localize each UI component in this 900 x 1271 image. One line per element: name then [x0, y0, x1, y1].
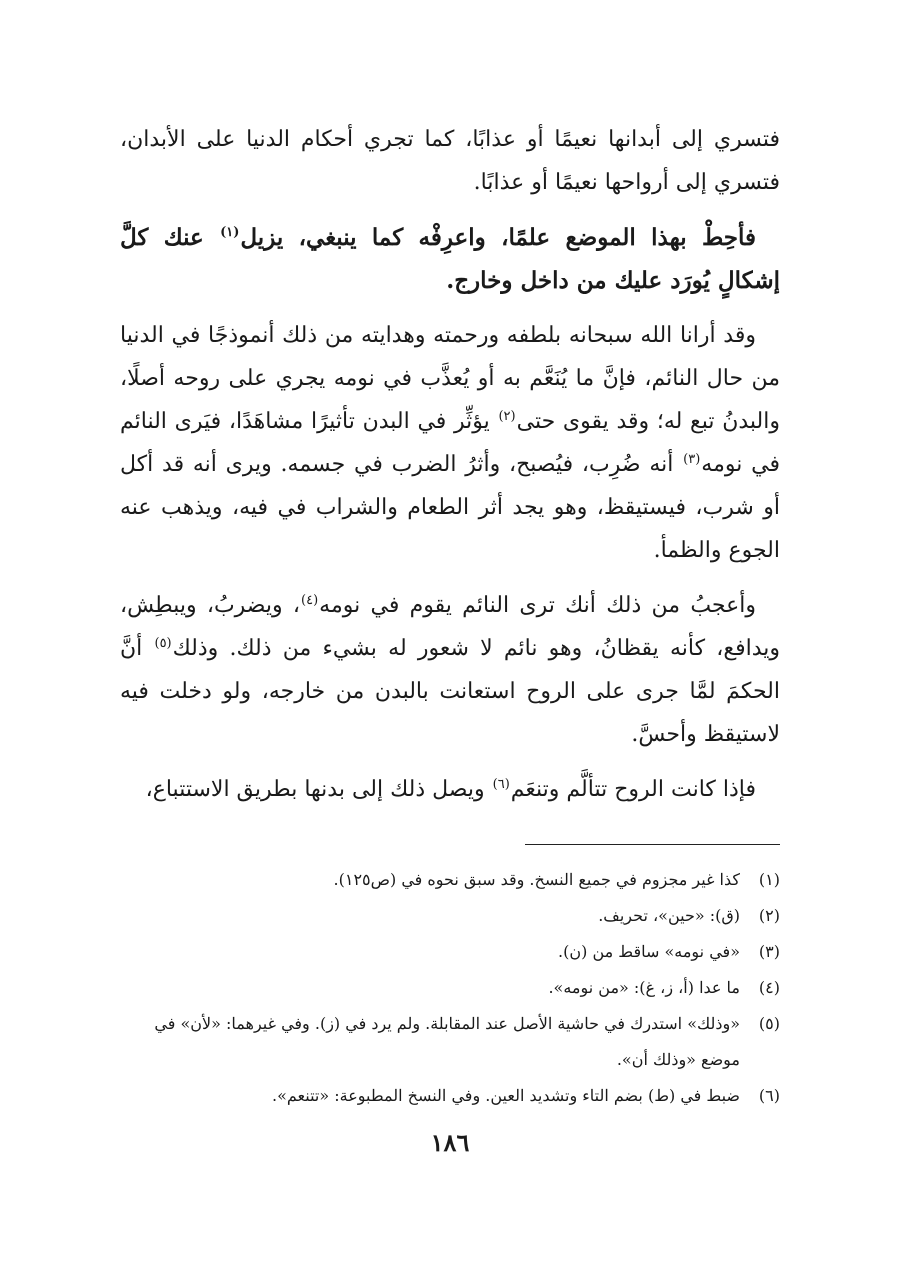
footnote-ref-4[interactable]: (٤)	[301, 592, 319, 608]
footnote-ref-3[interactable]: (٣)	[683, 451, 701, 467]
footnote-ref-5[interactable]: (٥)	[154, 635, 172, 651]
footnote-item	[120, 970, 780, 1006]
paragraph-2-text-end: عنك كلَّ إشكالٍ يُورَد عليك من داخل وخارج.	[120, 224, 780, 294]
footnote-number: (٣)	[758, 942, 780, 961]
paragraph-4-text-a: وأعجبُ من ذلك أنك ترى النائم يقوم في نومه	[319, 593, 756, 618]
footnote-number: (٤)	[758, 978, 780, 997]
paragraph-4	[120, 584, 780, 756]
footnote-text: كذا غير مجزوم في جميع النسخ. وقد سبق نحوه في (ص١٢٥).	[333, 870, 740, 889]
paragraph-4-text-c: أنَّ الحكمَ لمَّا جرى على الروح استعانت بالبدن من خارجه، ولو دخلت فيه لاستيقظ وأحسَّ.	[120, 636, 780, 747]
paragraph-4-text-b: ، ويضربُ، ويبطِش، ويدافع، كأنه يقظانُ، وهو نائم لا شعور له بشيء من ذلك. وذلك	[120, 593, 780, 661]
footnote-text: (ق): «حين»، تحريف.	[598, 906, 740, 925]
footnote-text: ضبط في (ط) بضم التاء وتشديد العين. وفي النسخ المطبوعة: «تتنعم».	[272, 1086, 740, 1105]
paragraph-3-text-c: أنه ضُرِب، فيُصبح، وأثرُ الضرب في جسمه. ويرى أنه قد أكل أو شرب، فيستيقظ، وهو يجد أثر الطعام والشراب في فيه، ويذهب عنه الجوع والظمأ.	[120, 452, 780, 563]
footnote-number: (٦)	[758, 1086, 780, 1105]
footnote-number: (٥)	[758, 1014, 780, 1033]
paragraph-5-text-b: ويصل ذلك إلى بدنها بطريق الاستتباع،	[145, 777, 492, 802]
paragraph-3-text-b: يؤثِّر في البدن تأثيرًا مشاهَدًا، فيَرى النائم في نومه	[120, 409, 780, 477]
paragraph-1-text: فتسري إلى أبدانها نعيمًا أو عذابًا، كما تجري أحكام الدنيا على الأبدان، فتسري إلى أرواحها نعيمًا أو عذابًا.	[120, 127, 780, 195]
footnote-number: (٢)	[758, 906, 780, 925]
paragraph-2-text-start: فأحِطْ بهذا الموضع علمًا، واعرِفْه كما ينبغي، يزيل	[240, 224, 756, 251]
footnote-number: (١)	[758, 870, 780, 889]
footnotes	[120, 862, 780, 1114]
paragraph-3-text-a: وقد أرانا الله سبحانه بلطفه ورحمته وهدايته من ذلك أنموذجًا في الدنيا من حال النائم، فإنَّ ما يُنَعَّم به أو يُعذَّب في نومه يجري على روحه أصلًا، والبدنُ تبع له؛ وقد يقوى حتى	[120, 323, 780, 434]
footnote-item	[120, 934, 780, 970]
footnote-item	[120, 1006, 780, 1078]
paragraph-1	[120, 118, 780, 204]
footnote-item	[120, 862, 780, 898]
paragraph-5	[120, 768, 780, 811]
footnote-ref-1[interactable]: (١)	[220, 225, 240, 241]
footnote-ref-6[interactable]: (٦)	[492, 776, 510, 792]
footnote-text: «في نومه» ساقط من (ن).	[558, 942, 740, 961]
paragraph-5-text-a: فإذا كانت الروح تتألَّم وتنعَم	[510, 777, 756, 802]
page-number: ١٨٦	[430, 1128, 470, 1157]
footnote-item	[120, 898, 780, 934]
footnote-text: ما عدا (أ، ز، غ): «من نومه».	[548, 978, 740, 997]
footnote-ref-2[interactable]: (٢)	[498, 408, 516, 424]
footnote-text: «وذلك» استدرك في حاشية الأصل عند المقابلة. ولم يرد في (ز). وفي غيرهما: «لأن» في موضع «وذلك أن».	[154, 1014, 740, 1069]
footnote-item	[120, 1078, 780, 1114]
paragraph-2	[120, 216, 780, 302]
paragraph-3	[120, 314, 780, 572]
footnote-separator	[525, 844, 780, 845]
book-page	[120, 118, 780, 1271]
